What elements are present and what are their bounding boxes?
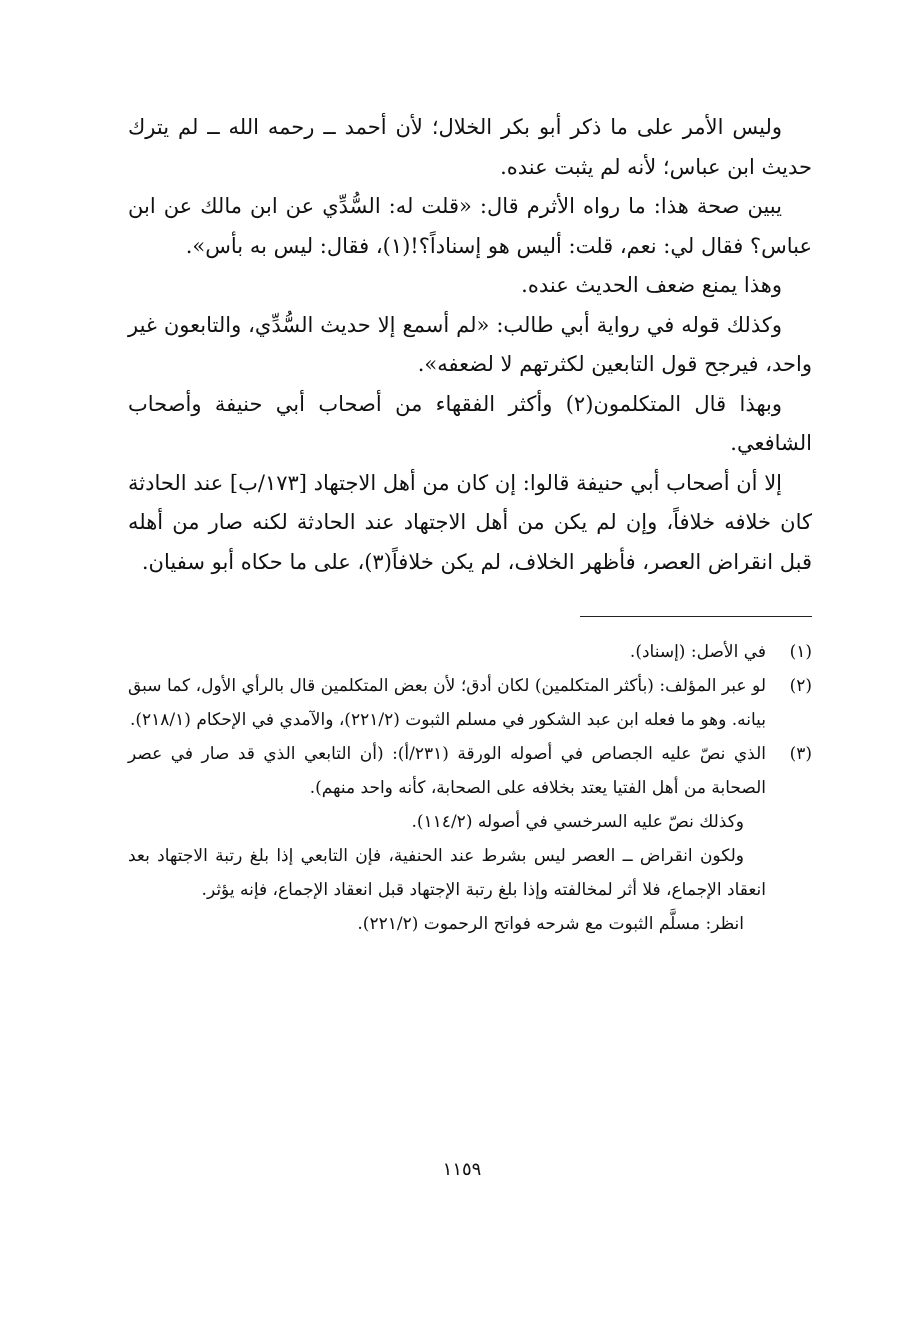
main-text [128,108,812,582]
footnotes [128,635,812,941]
paragraph-4: وكذلك قوله في رواية أبي طالب: «لم أسمع إلا حديث السُّدِّي، والتابعون غير واحد، فيرجح قول التابعين لكثرتهم لا لضعفه». [128,312,812,376]
footnote-3 [128,737,812,941]
paragraph-2: يبين صحة هذا: ما رواه الأثرم قال: «قلت له: السُّدِّي عن ابن مالك عن ابن عباس؟ فقال لي: نعم، قلت: أليس هو إسناداً؟!(١)، فقال: ليس به بأس». [128,194,812,258]
footnote-number: (٢) [789,676,812,696]
footnote-divider [580,616,812,617]
footnote-body [128,669,766,737]
footnote-text: وكذلك نصّ عليه السرخسي في أصوله (١١٤/٢). [411,812,744,832]
paragraph-6: إلا أن أصحاب أبي حنيفة قالوا: إن كان من أهل الاجتهاد [١٧٣/ب] عند الحادثة كان خلافه خلافاً، وإن لم يكن من أهل الاجتهاد عند الحادثة لكنه صار من أهله قبل انقراض العصر، فأظهر الخلاف، لم يكن خلافاً(٣)، على ما حكاه أبو سفيان. [128,470,812,574]
footnote-body [128,737,766,941]
footnote-text: لو عبر المؤلف: (بأكثر المتكلمين) لكان أدق؛ لأن بعض المتكلمين قال بالرأي الأول، كما سبق بيانه. وهو ما فعله ابن عبد الشكور في مسلم الثبوت (٢٢١/٢)، والآمدي في الإحكام (٢١٨/١). [128,676,766,730]
paragraph-5: وبهذا قال المتكلمون(٢) وأكثر الفقهاء من أصحاب أبي حنيفة وأصحاب الشافعي. [128,391,812,455]
footnote-body [128,635,766,669]
footnote-text: ولكون انقراض ــ العصر ليس بشرط عند الحنفية، فإن التابعي إذا بلغ رتبة الاجتهاد بعد انعقاد الإجماع، فلا أثر لمخالفته وإذا بلغ رتبة الإجتهاد قبل انعقاد الإجماع، فإنه يؤثر. [128,846,766,900]
paragraph-1: وليس الأمر على ما ذكر أبو بكر الخلال؛ لأن أحمد ــ رحمه الله ــ لم يترك حديث ابن عباس؛ لأنه لم يثبت عنده. [128,115,812,179]
footnote-number: (١) [789,642,812,662]
footnote-1 [128,635,812,669]
footnote-text: في الأصل: (إسناد). [629,642,766,662]
footnote-number: (٣) [789,744,812,764]
page-content [128,108,812,941]
paragraph-3: وهذا يمنع ضعف الحديث عنده. [521,273,782,297]
footnote-text: انظر: مسلَّم الثبوت مع شرحه فواتح الرحموت (٢٢١/٢). [357,914,744,934]
footnote-2 [128,669,812,737]
page-number: ١١٥٩ [442,1159,482,1180]
footnote-text: الذي نصّ عليه الجصاص في أصوله الورقة (٢٣١/أ): (أن التابعي الذي قد صار في عصر الصحابة من أهل الفتيا يعتد بخلافه على الصحابة، كأنه واحد منهم). [128,744,767,798]
